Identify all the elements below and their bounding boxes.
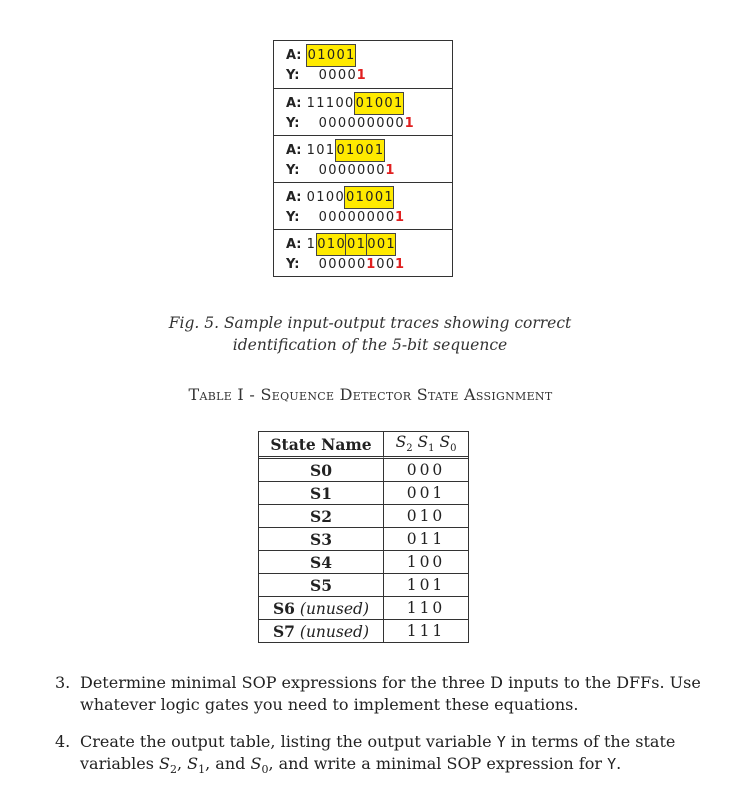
output-bit: 0 [376, 163, 385, 178]
trace-3 [274, 135, 452, 182]
input-bit: 0 [367, 233, 377, 256]
state-code-cell: 100 [384, 551, 468, 574]
trace-5 [274, 229, 452, 276]
input-bit: 1 [306, 237, 315, 252]
caption-line-2: identification of the 5-bit sequence [232, 336, 508, 354]
output-bit: 0 [318, 257, 327, 272]
state-name-cell [259, 620, 384, 642]
input-bit: 0 [354, 92, 365, 115]
output-bit: 0 [347, 210, 356, 225]
input-bit: 1 [345, 139, 355, 162]
input-bit: 0 [345, 96, 354, 111]
input-bit: 0 [336, 233, 346, 256]
output-bit: 0 [385, 116, 395, 131]
output-bit: 0 [376, 210, 385, 225]
trace-4 [274, 182, 452, 229]
output-bit: 0 [357, 257, 366, 272]
output-bit: 0 [366, 116, 375, 131]
input-bit: 0 [384, 92, 394, 115]
input-bit: 0 [355, 139, 365, 162]
state-code-cell: 111 [406, 622, 446, 640]
output-bit: 0 [337, 68, 347, 83]
input-bit: 0 [336, 44, 346, 67]
state-name: S4 [310, 552, 332, 572]
state-name: S2 [310, 506, 332, 526]
trace-input-line [286, 233, 452, 254]
question-3-line-2: whatever logic gates you need to implement these equations. [80, 695, 579, 714]
question-4-number: 4. [55, 732, 71, 751]
trace-2 [274, 88, 452, 135]
output-bit: 0 [385, 257, 395, 272]
input-bit: 0 [326, 44, 336, 67]
state-code-cell: 101 [384, 574, 468, 597]
input-label: A: [286, 190, 302, 205]
output-bit: 0 [328, 116, 337, 131]
input-bit: 0 [316, 233, 327, 256]
trace-output-line [286, 254, 452, 275]
output-label: Y: [286, 163, 300, 178]
input-bit: 0 [306, 190, 315, 205]
input-bit: 1 [316, 190, 325, 205]
input-bit: 0 [316, 143, 325, 158]
state-code-cell: 000 [384, 459, 468, 482]
trace-output-line [286, 65, 452, 86]
question-4-line-2: variables $S_2$, $S_1$, and $S_0$, and write a minimal SOP expression for Y. [80, 754, 622, 777]
output-bit: 0 [366, 163, 375, 178]
output-bit: 0 [376, 116, 385, 131]
trace-input-line [286, 44, 452, 65]
input-bit: 1 [356, 233, 367, 256]
input-bit: 1 [365, 92, 375, 115]
input-label: A: [286, 48, 302, 63]
state-name: S1 [310, 483, 332, 503]
output-bit: 0 [337, 210, 347, 225]
state-code-cell: 110 [384, 597, 468, 620]
trace-output-line [286, 113, 452, 134]
output-bit: 0 [328, 257, 337, 272]
output-bit: 1 [366, 257, 376, 272]
input-bit: 1 [345, 44, 356, 67]
output-bit: 0 [357, 116, 366, 131]
table-title: Table I - Sequence Detector State Assignment [188, 385, 553, 404]
trace-input-line [286, 92, 452, 113]
question-3-number: 3. [55, 673, 71, 692]
output-bit: 0 [385, 210, 395, 225]
state-name: S3 [310, 529, 332, 549]
input-bit: 0 [365, 186, 375, 209]
caption-line-1: Fig. 5. Sample input-output traces showing correct [168, 314, 572, 332]
table-row [259, 482, 468, 505]
output-bit: 0 [347, 163, 356, 178]
input-bit: 1 [325, 143, 335, 158]
input-bit: 1 [306, 96, 315, 111]
table-row [259, 620, 468, 642]
table-row [259, 574, 468, 597]
input-bit: 0 [345, 233, 356, 256]
output-bit: 0 [347, 68, 356, 83]
question-3 [55, 672, 705, 716]
input-bit: 0 [335, 190, 344, 205]
output-label: Y: [286, 257, 300, 272]
trace-1 [274, 41, 452, 88]
input-bit: 0 [325, 190, 335, 205]
question-4-line-1: Create the output table, listing the output variable Y in terms of the state [80, 732, 676, 751]
state-name: S5 [310, 575, 332, 595]
state-name-cell [259, 482, 384, 505]
input-bit: 1 [306, 143, 315, 158]
output-bit: 0 [347, 116, 356, 131]
input-bit: 0 [365, 139, 375, 162]
output-label: Y: [286, 210, 300, 225]
output-bit: 0 [366, 210, 375, 225]
output-bit: 0 [357, 210, 366, 225]
table-row [259, 459, 468, 482]
state-code-cell: 001 [384, 482, 468, 505]
state-name-cell [259, 459, 384, 482]
table-row [259, 551, 468, 574]
input-bit: 1 [384, 186, 395, 209]
state-name-cell [259, 574, 384, 597]
table-row [259, 505, 468, 528]
output-bit: 0 [376, 257, 385, 272]
table-row [259, 528, 468, 551]
state-unused-note: (unused) [299, 622, 369, 641]
trace-input-line [286, 139, 452, 160]
input-bit: 1 [374, 139, 385, 162]
figure-caption [160, 312, 580, 356]
output-bit: 0 [347, 257, 356, 272]
output-bit: 0 [337, 257, 347, 272]
table-header-row [259, 432, 468, 459]
input-bit: 1 [355, 186, 365, 209]
input-bit: 0 [335, 139, 346, 162]
output-bit: 0 [328, 210, 337, 225]
output-bit: 1 [356, 68, 366, 83]
state-unused-note: (unused) [299, 599, 369, 618]
output-bit: 0 [318, 116, 327, 131]
input-label: A: [286, 96, 302, 111]
trace-input-line [286, 186, 452, 207]
state-name: S6 [272, 598, 295, 618]
output-label: Y: [286, 68, 300, 83]
input-label: A: [286, 143, 302, 158]
input-bit: 1 [393, 92, 404, 115]
output-bit: 1 [404, 116, 414, 131]
question-4 [55, 731, 705, 781]
input-bit: 0 [374, 186, 384, 209]
state-name-cell [259, 505, 384, 528]
header-state-name: State Name [259, 432, 384, 459]
output-label: Y: [286, 116, 300, 131]
input-bit: 1 [386, 233, 397, 256]
output-bit: 0 [337, 116, 347, 131]
output-bit: 0 [318, 210, 327, 225]
header-state-bits: $S_2$ $S_1$ $S_0$ [384, 432, 468, 459]
input-bit: 0 [374, 92, 384, 115]
state-name-cell [259, 551, 384, 574]
output-bit: 0 [318, 163, 327, 178]
output-bit: 0 [357, 163, 366, 178]
output-bit: 1 [395, 257, 405, 272]
input-bit: 0 [335, 96, 344, 111]
output-bit: 1 [385, 163, 395, 178]
output-bit: 0 [337, 163, 347, 178]
state-assignment-table [258, 431, 469, 643]
output-bit: 0 [318, 68, 327, 83]
trace-output-line [286, 207, 452, 228]
output-bit: 0 [328, 163, 337, 178]
state-name: S7 [272, 621, 295, 641]
input-bit: 1 [316, 96, 325, 111]
input-bit: 1 [326, 233, 336, 256]
input-bit: 1 [317, 44, 327, 67]
question-3-line-1: Determine minimal SOP expressions for the three D inputs to the DFFs. Use [80, 673, 701, 692]
table-row [259, 597, 468, 620]
input-bit: 0 [344, 186, 355, 209]
output-bit: 0 [328, 68, 337, 83]
input-bit: 1 [325, 96, 335, 111]
output-bit: 0 [395, 116, 404, 131]
sample-traces-figure [273, 40, 453, 277]
state-name: S0 [310, 460, 332, 480]
state-code-cell: 011 [384, 528, 468, 551]
input-bit: 0 [376, 233, 386, 256]
state-code-cell: 010 [384, 505, 468, 528]
trace-output-line [286, 160, 452, 181]
state-name-cell [259, 528, 384, 551]
output-bit: 1 [395, 210, 405, 225]
state-name-cell [259, 597, 384, 620]
input-label: A: [286, 237, 302, 252]
input-bit: 0 [306, 44, 317, 67]
